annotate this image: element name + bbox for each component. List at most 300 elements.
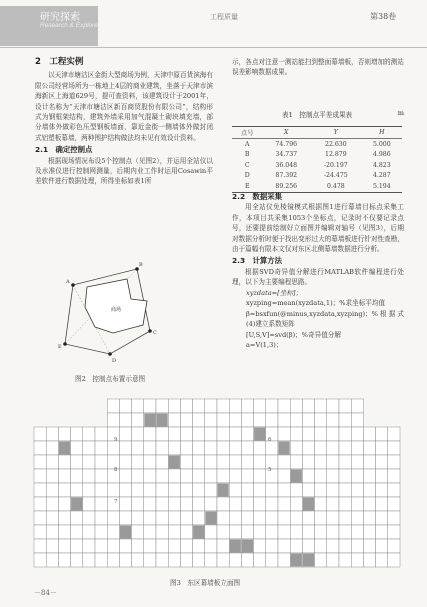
curtain-panel	[315, 525, 327, 539]
point-label: C	[153, 330, 157, 336]
curtain-panel	[132, 427, 144, 441]
curtain-panel	[107, 525, 119, 539]
curtain-panel	[132, 455, 144, 469]
curtain-panel	[388, 469, 400, 483]
curtain-panel	[241, 469, 253, 483]
table-row	[232, 139, 402, 150]
curtain-panel	[58, 553, 70, 567]
curtain-panel	[95, 441, 107, 455]
curtain-panel	[351, 413, 363, 427]
section-heading: 2 工程实例	[35, 57, 84, 67]
curtain-panel	[254, 511, 266, 525]
curtain-panel	[168, 539, 180, 553]
curtain-panel	[168, 427, 180, 441]
cell-point: E	[244, 182, 250, 190]
curtain-panel	[302, 539, 314, 553]
curtain-panel	[58, 427, 70, 441]
curtain-panel	[71, 539, 83, 553]
code-line: xyzping=mean(xyzdata,1)；%求坐标平均值	[246, 299, 386, 308]
curtain-panel	[193, 511, 205, 525]
curtain-panel	[95, 455, 107, 469]
curtain-panel	[144, 441, 156, 455]
curtain-panel	[46, 455, 58, 469]
curtain-panel	[339, 441, 351, 455]
curtain-panel	[266, 399, 278, 413]
curtain-panel	[266, 511, 278, 525]
curtain-panel	[83, 455, 95, 469]
curtain-panel	[302, 441, 314, 455]
curtain-panel	[193, 455, 205, 469]
curtain-panel	[156, 525, 168, 539]
axis-label: 5	[268, 467, 272, 473]
table1-title	[234, 109, 404, 119]
curtain-panel	[83, 483, 95, 497]
curtain-panel	[71, 553, 83, 567]
curtain-panel	[119, 539, 131, 553]
curtain-panel	[107, 511, 119, 525]
curtain-panel	[376, 525, 388, 539]
curtain-panel	[388, 525, 400, 539]
curtain-panel	[278, 483, 290, 497]
curtain-panel	[302, 399, 314, 413]
code-line: a=V(1,3)；	[246, 341, 283, 350]
curtain-panel	[205, 413, 217, 427]
curtain-panel	[278, 413, 290, 427]
curtain-panel	[46, 553, 58, 567]
curtain-panel	[58, 539, 70, 553]
curtain-panel	[132, 413, 144, 427]
curtain-panel	[193, 413, 205, 427]
curtain-panel	[193, 441, 205, 455]
curtain-panel	[254, 553, 266, 567]
curtain-panel	[241, 441, 253, 455]
curtain-panel	[95, 497, 107, 511]
curtain-panel	[315, 553, 327, 567]
curtain-panel	[229, 455, 241, 469]
curtain-panel	[363, 539, 375, 553]
curtain-panel	[193, 539, 205, 553]
curtain-panel	[315, 511, 327, 525]
curtain-panel	[327, 483, 339, 497]
cell-y: -24.475	[323, 172, 348, 180]
curtain-panel	[388, 483, 400, 497]
highlighted-panel	[144, 414, 155, 427]
highlighted-panel	[157, 414, 168, 427]
highlighted-panel	[218, 484, 229, 497]
curtain-panel	[229, 427, 241, 441]
curtain-panel	[193, 553, 205, 567]
cell-point: B	[244, 151, 250, 159]
curtain-panel	[83, 469, 95, 483]
curtain-panel	[144, 483, 156, 497]
curtain-panel	[34, 441, 46, 455]
curtain-panel	[180, 483, 192, 497]
curtain-panel	[278, 553, 290, 567]
figure3-caption: 图3 东区幕墙板立面图	[170, 579, 241, 587]
cell-point: C	[244, 161, 250, 169]
curtain-panel	[119, 511, 131, 525]
code-line: xyzdata=[坐标]；	[246, 288, 303, 297]
curtain-panel	[327, 399, 339, 413]
curtain-panel	[363, 553, 375, 567]
curtain-panel	[58, 455, 70, 469]
header-divider	[0, 47, 427, 48]
highlighted-panel	[242, 540, 253, 553]
cell-h: 4.986	[372, 151, 391, 159]
curtain-panel	[46, 511, 58, 525]
curtain-panel	[168, 525, 180, 539]
curtain-panel	[107, 483, 119, 497]
curtain-panel	[241, 511, 253, 525]
highlighted-panel	[279, 442, 290, 455]
curtain-panel	[156, 483, 168, 497]
curtain-panel	[34, 511, 46, 525]
curtain-panel	[278, 539, 290, 553]
volume-label: 第38卷	[370, 12, 397, 21]
curtain-panel	[339, 511, 351, 525]
curtain-panel	[156, 539, 168, 553]
curtain-panel	[315, 427, 327, 441]
paragraph-station-note: 示，各点对注意一测站能扫到整面幕墙板，否则增加的测站误差影响数据成果。	[232, 58, 404, 77]
curtain-panel	[180, 469, 192, 483]
curtain-panel	[266, 413, 278, 427]
curtain-panel	[388, 539, 400, 553]
curtain-panel	[144, 497, 156, 511]
curtain-panel	[327, 511, 339, 525]
curtain-panel	[254, 525, 266, 539]
curtain-panel	[71, 469, 83, 483]
curtain-panel	[327, 553, 339, 567]
cell-y: 0.478	[326, 182, 345, 190]
figure2-caption: 图2 控制点布置示意图	[75, 375, 146, 383]
curtain-panel	[302, 525, 314, 539]
curtain-panel	[193, 483, 205, 497]
curtain-panel	[302, 511, 314, 525]
curtain-panel	[363, 469, 375, 483]
curtain-panel	[339, 399, 351, 413]
curtain-panel	[229, 413, 241, 427]
curtain-panel	[229, 441, 241, 455]
curtain-panel	[315, 455, 327, 469]
curtain-panel	[71, 483, 83, 497]
curtain-panel	[95, 469, 107, 483]
col-header-h: H	[379, 129, 385, 136]
curtain-panel	[229, 553, 241, 567]
point-label: E	[58, 344, 62, 350]
curtain-panel	[168, 497, 180, 511]
point-label: D	[112, 358, 117, 364]
highlighted-panel	[291, 470, 302, 483]
curtain-panel	[302, 427, 314, 441]
curtain-panel	[229, 469, 241, 483]
highlighted-panel	[303, 554, 314, 567]
curtain-panel	[302, 413, 314, 427]
curtain-panel	[34, 427, 46, 441]
curtain-panel	[241, 553, 253, 567]
curtain-panel	[290, 441, 302, 455]
curtain-panel	[351, 511, 363, 525]
axis-label: 9	[114, 437, 118, 443]
table-row	[232, 171, 402, 182]
cell-x: 87.392	[275, 172, 298, 180]
curtain-panel	[290, 427, 302, 441]
curtain-panel	[278, 455, 290, 469]
curtain-panel	[156, 399, 168, 413]
curtain-panel	[327, 413, 339, 427]
curtain-panel	[229, 511, 241, 525]
table-row	[232, 181, 402, 192]
curtain-panel	[351, 539, 363, 553]
curtain-panel	[327, 455, 339, 469]
curtain-panel	[254, 483, 266, 497]
curtain-panel	[95, 539, 107, 553]
curtain-panel	[290, 497, 302, 511]
curtain-panel	[351, 469, 363, 483]
curtain-panel	[339, 413, 351, 427]
curtain-panel	[132, 483, 144, 497]
curtain-panel	[315, 399, 327, 413]
curtain-panel	[46, 497, 58, 511]
curtain-panel	[168, 483, 180, 497]
right-column-top	[232, 57, 404, 78]
table-row	[232, 160, 402, 171]
curtain-panel	[278, 427, 290, 441]
curtain-panel	[180, 413, 192, 427]
col-header-point: 点号	[241, 130, 254, 137]
curtain-panel	[327, 525, 339, 539]
curtain-panel	[217, 553, 229, 567]
curtain-panel	[107, 553, 119, 567]
curtain-panel	[71, 525, 83, 539]
subsection-heading-method: 2.3 计算方法	[232, 256, 283, 266]
curtain-panel	[193, 399, 205, 413]
cell-point: A	[244, 140, 250, 148]
curtain-panel	[132, 441, 144, 455]
curtain-panel	[241, 399, 253, 413]
curtain-panel	[156, 469, 168, 483]
curtain-panel	[180, 441, 192, 455]
curtain-panel	[254, 399, 266, 413]
cell-x: 36.048	[275, 161, 298, 169]
curtain-panel	[156, 511, 168, 525]
curtain-panel	[144, 553, 156, 567]
curtain-panel	[376, 455, 388, 469]
curtain-panel	[46, 427, 58, 441]
curtain-panel	[205, 455, 217, 469]
curtain-panel	[144, 525, 156, 539]
point-label: B	[139, 262, 143, 268]
curtain-panel	[83, 511, 95, 525]
curtain-panel	[327, 441, 339, 455]
curtain-panel	[119, 455, 131, 469]
curtain-panel	[217, 497, 229, 511]
curtain-panel	[229, 483, 241, 497]
table1-unit: m	[397, 109, 404, 117]
curtain-panel	[168, 399, 180, 413]
curtain-panel	[205, 553, 217, 567]
curtain-panel	[290, 483, 302, 497]
curtain-panel	[180, 539, 192, 553]
curtain-panel	[83, 441, 95, 455]
figure-curtain-wall-elevation	[28, 393, 403, 573]
curtain-panel	[388, 497, 400, 511]
curtain-panel	[327, 469, 339, 483]
section-title: 研究探索	[40, 12, 80, 23]
highlighted-panel	[169, 456, 180, 469]
left-column	[35, 57, 213, 187]
curtain-panel	[144, 427, 156, 441]
curtain-panel	[119, 427, 131, 441]
curtain-panel	[168, 553, 180, 567]
curtain-panel	[363, 427, 375, 441]
control-point	[63, 342, 67, 346]
curtain-panel	[34, 497, 46, 511]
page-header	[0, 0, 427, 48]
table1-title-text: 表1 控制点平差成果表	[282, 111, 353, 119]
cell-x: 74.796	[275, 140, 298, 148]
curtain-panel	[278, 497, 290, 511]
axis-label: 6	[268, 437, 272, 443]
curtain-panel	[180, 427, 192, 441]
curtain-panel	[107, 441, 119, 455]
curtain-panel	[107, 399, 119, 413]
curtain-panel	[254, 497, 266, 511]
cell-point: D	[244, 172, 250, 180]
figure-control-points	[35, 247, 210, 367]
curtain-panel	[376, 441, 388, 455]
curtain-panel	[376, 497, 388, 511]
curtain-panel	[290, 455, 302, 469]
curtain-panel	[278, 469, 290, 483]
right-column-body	[232, 192, 404, 351]
curtain-panel	[156, 497, 168, 511]
curtain-panel	[290, 399, 302, 413]
curtain-panel	[278, 511, 290, 525]
curtain-panel	[315, 497, 327, 511]
control-point-table	[232, 126, 402, 193]
curtain-panel	[217, 469, 229, 483]
highlighted-panel	[303, 498, 314, 511]
page-number: －84－	[34, 589, 57, 597]
curtain-panel	[34, 455, 46, 469]
curtain-panel	[58, 483, 70, 497]
curtain-panel	[217, 399, 229, 413]
curtain-panel	[83, 427, 95, 441]
curtain-panel	[58, 469, 70, 483]
curtain-panel	[193, 427, 205, 441]
curtain-panel	[363, 483, 375, 497]
curtain-panel	[339, 469, 351, 483]
cell-h: 4.287	[372, 172, 391, 180]
curtain-panel	[180, 525, 192, 539]
curtain-panel	[241, 455, 253, 469]
curtain-panel	[254, 441, 266, 455]
paragraph-method: 根据SVD奇异值分解进行MATLAB软件编程进行处理，以下为主要编程思路。	[232, 267, 404, 287]
curtain-panel	[388, 441, 400, 455]
curtain-panel	[217, 455, 229, 469]
curtain-panel	[156, 427, 168, 441]
building-outline	[85, 279, 147, 333]
curtain-panel	[119, 497, 131, 511]
curtain-panel	[83, 539, 95, 553]
curtain-panel	[168, 413, 180, 427]
highlighted-panel	[230, 540, 241, 553]
curtain-panel	[290, 539, 302, 553]
table-row	[232, 150, 402, 161]
curtain-panel	[119, 469, 131, 483]
curtain-panel	[180, 497, 192, 511]
curtain-panel	[180, 455, 192, 469]
curtain-panel	[46, 469, 58, 483]
curtain-panel	[315, 483, 327, 497]
curtain-panel	[193, 497, 205, 511]
curtain-panel	[34, 469, 46, 483]
curtain-panel	[229, 525, 241, 539]
curtain-panel	[302, 469, 314, 483]
curtain-panel	[241, 413, 253, 427]
curtain-panel	[144, 539, 156, 553]
curtain-panel	[46, 441, 58, 455]
curtain-panel	[205, 441, 217, 455]
curtain-panel	[315, 413, 327, 427]
curtain-panel	[351, 427, 363, 441]
curtain-panel	[217, 413, 229, 427]
curtain-panel	[180, 553, 192, 567]
curtain-panel	[254, 413, 266, 427]
curtain-panel	[351, 497, 363, 511]
paragraph-data-collection: 用全站仪免棱镜模式根据图1进行幕墙目标点采集工作，本项目共采集1053个坐标点，记录时不仅要记录点号，还要提前绘制好立面图并编辑对轴号（见图3），后期对数据分析时便于找出变形过大的幕墙板进行针对性查勘，由于篇幅有限本文仅对东区北侧幕墙数据进行分析。	[232, 203, 404, 254]
cell-h: 4.823	[372, 161, 391, 169]
cell-h: 5.194	[372, 182, 391, 190]
control-point	[71, 283, 75, 287]
curtain-panel	[71, 427, 83, 441]
curtain-panel	[217, 441, 229, 455]
curtain-panel	[119, 399, 131, 413]
curtain-panel	[132, 553, 144, 567]
curtain-panel	[34, 553, 46, 567]
curtain-panel	[339, 455, 351, 469]
curtain-panel	[132, 539, 144, 553]
curtain-panel	[363, 511, 375, 525]
curtain-panel	[339, 483, 351, 497]
curtain-panel	[327, 427, 339, 441]
curtain-panel	[241, 525, 253, 539]
curtain-panel	[58, 525, 70, 539]
curtain-panel	[205, 483, 217, 497]
curtain-panel	[168, 469, 180, 483]
curtain-panel	[388, 427, 400, 441]
curtain-panel	[229, 497, 241, 511]
control-point	[108, 352, 112, 356]
curtain-panel	[315, 539, 327, 553]
col-header-y: Y	[333, 129, 338, 136]
cell-y: 12.879	[325, 151, 347, 159]
curtain-panel	[388, 553, 400, 567]
curtain-panel	[71, 511, 83, 525]
curtain-panel	[241, 483, 253, 497]
curtain-panel	[34, 539, 46, 553]
highlighted-panel	[193, 526, 204, 539]
curtain-panel	[339, 525, 351, 539]
curtain-panel	[107, 413, 119, 427]
curtain-panel	[144, 511, 156, 525]
curtain-panel	[58, 497, 70, 511]
curtain-panel	[241, 497, 253, 511]
curtain-panel	[266, 497, 278, 511]
curtain-panel	[95, 483, 107, 497]
curtain-panel	[58, 511, 70, 525]
curtain-panel	[363, 497, 375, 511]
